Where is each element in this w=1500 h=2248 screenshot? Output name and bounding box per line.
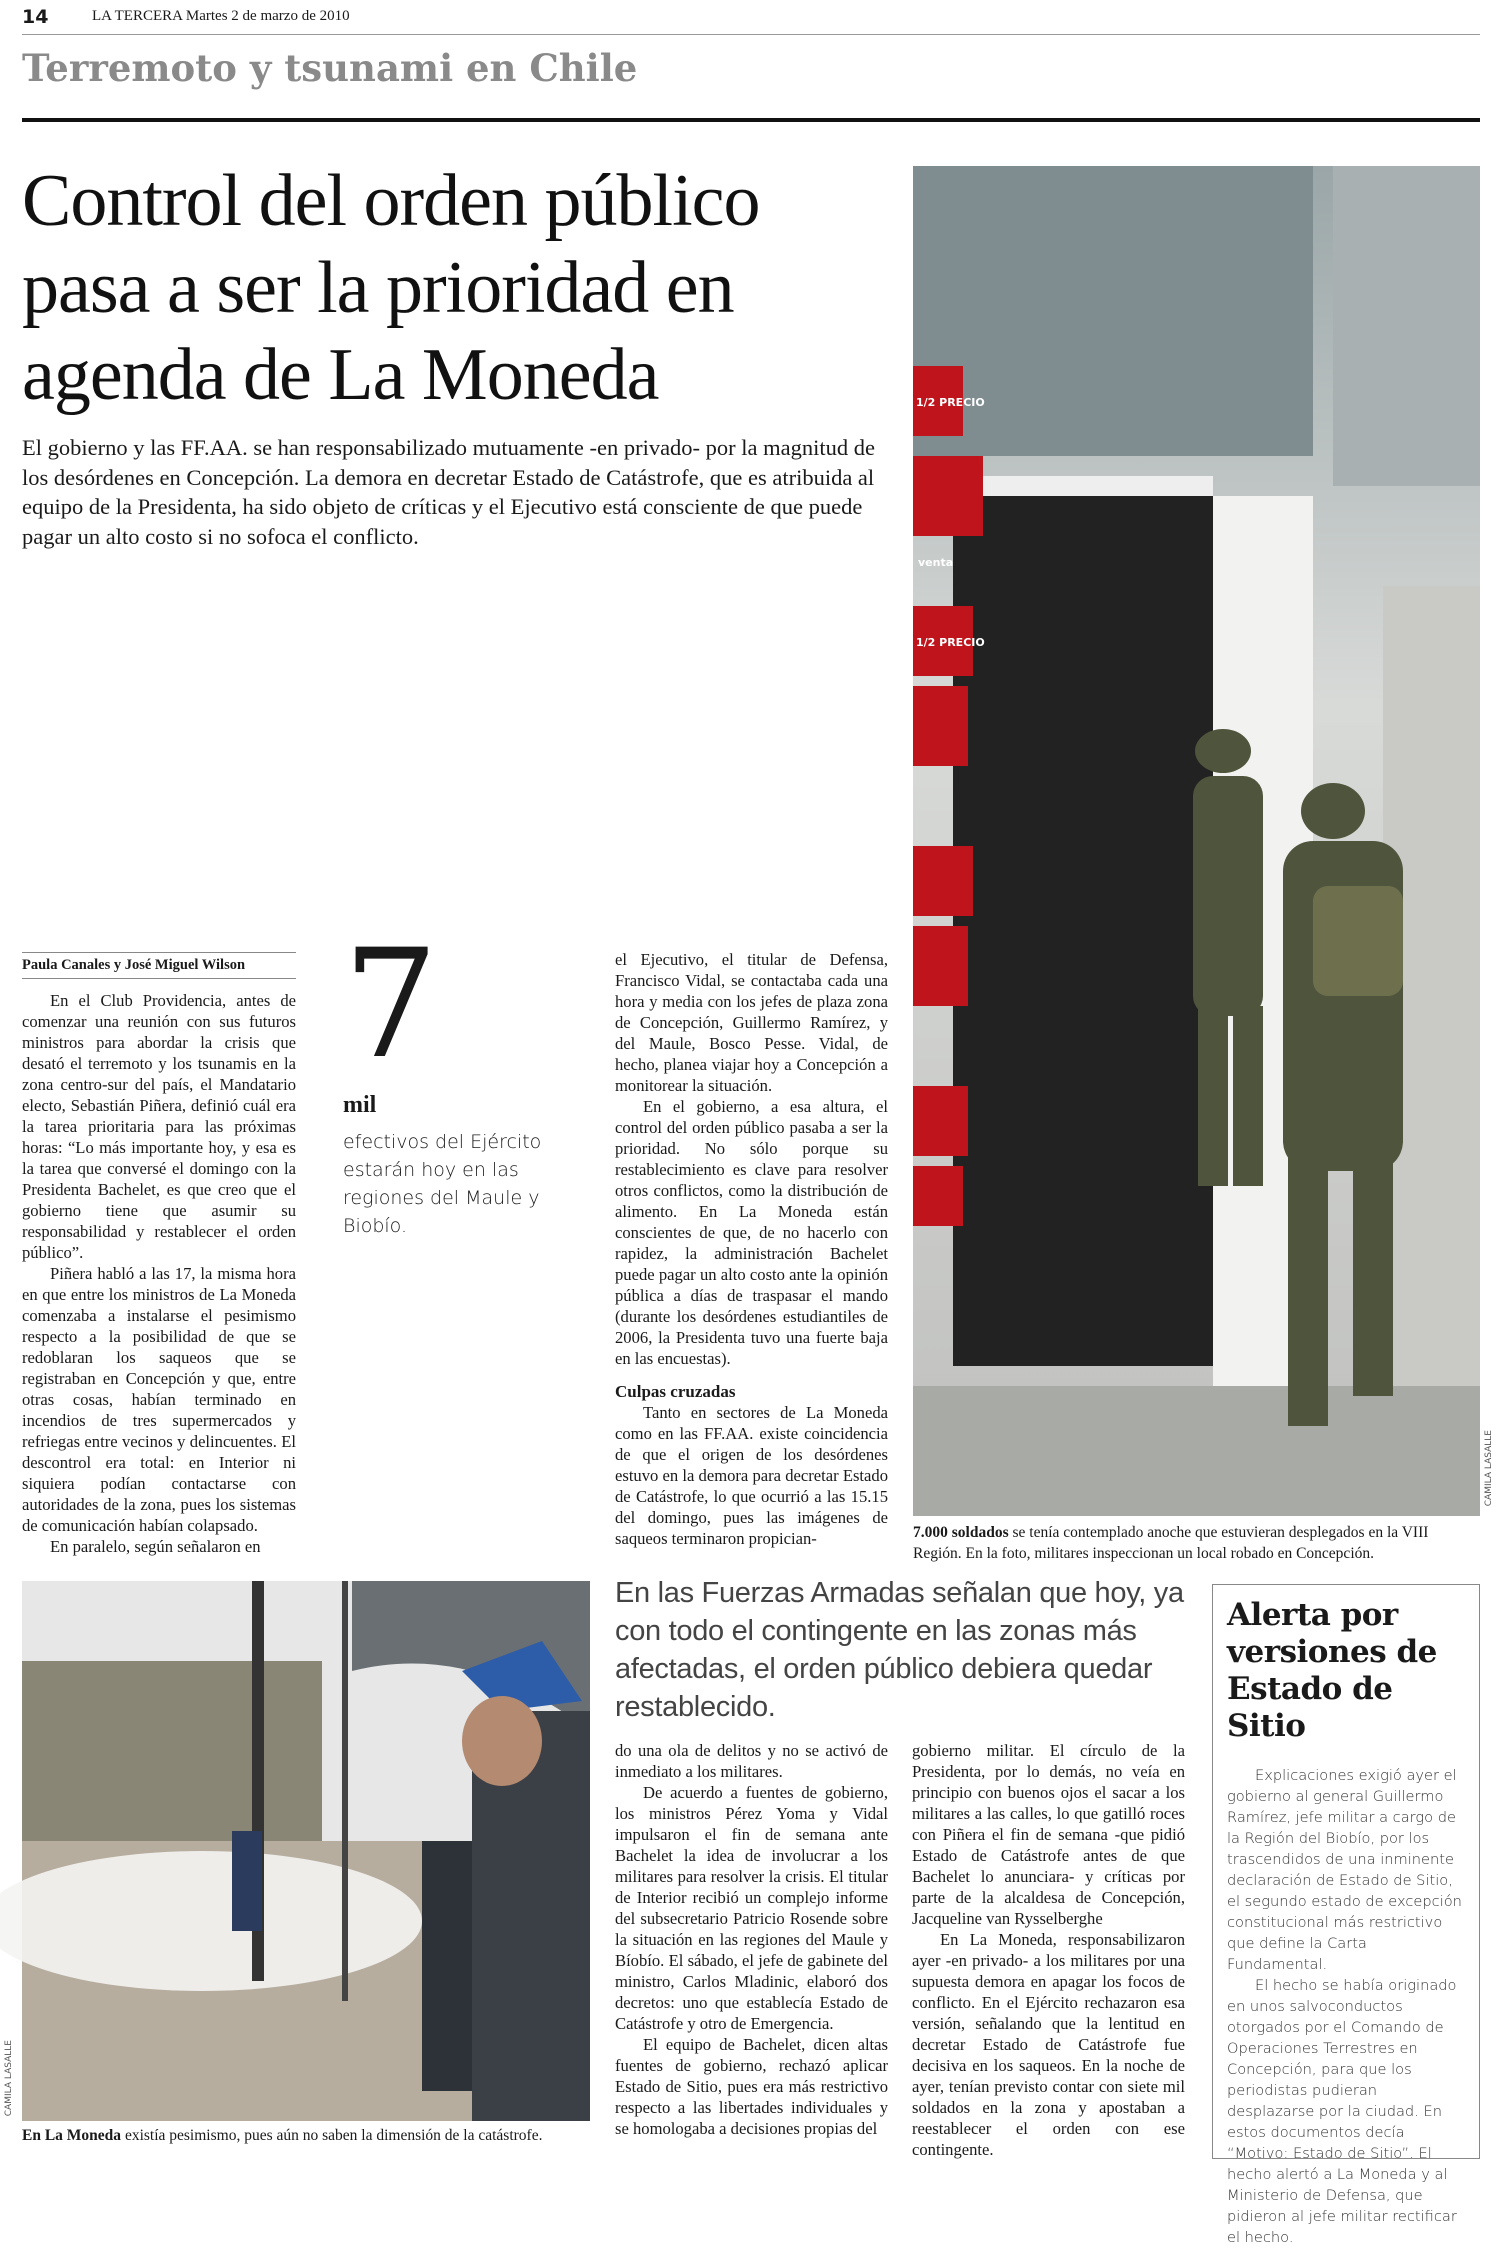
photo-soldiers bbox=[913, 166, 1480, 1516]
paragraph: Tanto en sectores de La Moneda como en las FF.AA. existe coincidencia de que el origen de los desórdenes estuvo en la demora para decretar Estado de Catástrofe, lo que ocurrió a las 15.15 del domingo, pues las imágenes de saqueos terminaron propician- bbox=[615, 1403, 888, 1548]
pull-quote: En las Fuerzas Armadas señalan que hoy, ya con todo el contingente en las zonas más afectadas, el orden público debiera quedar restablecido. bbox=[615, 1577, 1184, 1723]
lower-article bbox=[615, 1574, 1185, 2171]
lower-columns bbox=[615, 1740, 1185, 2171]
caption-lead: En La Moneda bbox=[22, 2127, 122, 2144]
paragraph: el Ejecutivo, el titular de Defensa, Francisco Vidal, se contactaba cada una hora y media con los jefes de plaza zona de Concepción, Guillermo Ramírez, y del Maule, Bosco Pesse. Vidal, de hecho, planea viajar hoy a Concepción a monitorear la situación. bbox=[615, 950, 888, 1095]
sign-text: venta bbox=[918, 556, 954, 569]
headline: Control del orden público pasa a ser la prioridad en agenda de La Moneda bbox=[22, 160, 760, 416]
sidebar-box bbox=[1212, 1584, 1480, 2246]
photo-soldiers-image bbox=[913, 166, 1480, 1516]
paragraph: do una ola de delitos y no se activó de inmediato a los militares. bbox=[615, 1741, 888, 1781]
photo-caption bbox=[913, 1522, 1480, 1564]
publication-date: LA TERCERA Martes 2 de marzo de 2010 bbox=[92, 8, 350, 24]
top-rule bbox=[22, 34, 1480, 35]
caption-text: se tenía contemplado anoche que estuvieran desplegados en la VIII Región. En la foto, militares inspeccionan un local robado en Concepción. bbox=[913, 1524, 1429, 1562]
sign-text: 1/2 PRECIO bbox=[916, 636, 985, 649]
column-1 bbox=[22, 990, 296, 1556]
caption-text: existía pesimismo, pues aún no saben la dimensión de la catástrofe. bbox=[121, 2127, 543, 2144]
subheading: Culpas cruzadas bbox=[615, 1382, 736, 1401]
sign-text: 1/2 PRECIO bbox=[916, 396, 985, 409]
sidebar-body bbox=[1227, 1765, 1465, 2248]
paragraph: En La Moneda, responsabilizaron ayer -en privado- a los militares por una supuesta demora en apagar los focos de conflicto. En el Ejército rechazaron esa versión, señalando que la lentitud en decretar Estado de Catástrofe fue decisiva en los saqueos. En la noche de ayer, tenían previsto contar con siete mil soldados en la zona y apostaban a reestablecer el orden con ese contingente. bbox=[912, 1930, 1185, 2159]
factbox-number: 7 bbox=[343, 918, 439, 1092]
column-a bbox=[615, 1740, 888, 2171]
paragraph: Explicaciones exigió ayer el gobierno al general Guillermo Ramírez, jefe militar a cargo de la Región del Biobío, por los trascendidos de una inminente declaración de Estado de Sitio, el segundo estado de excepción constitucional más restrictivo que define la Carta Fundamental. bbox=[1227, 1767, 1462, 1973]
paragraph: En el Club Providencia, antes de comenzar una reunión con sus futuros ministros para abordar la crisis que desató el terremoto y los tsunamis en la zona centro-sur del país, el Mandatario electo, Sebastián Piñera, definió cuál era la tarea prioritaria para las próximas horas: “Lo más importante hoy, y esa es la tarea que conversé el domingo con la Presidenta Bachelet, es que creo que el gobierno tiene que asumir su responsabilidad y restablecer el orden público”. bbox=[22, 991, 296, 1262]
paragraph: Piñera habló a las 17, la misma hora en que entre los ministros de La Moneda comenzaba a instalarse el pesimismo respecto a la posibilidad de que se redoblaran los saqueos que se registraban en Concepción y que, entre otras cosas, habían terminado en incendios de tres supermercados y refriegas entre vecinos y delincuentes. El descontrol era total: en Interior ni siquiera podían contactarse con autoridades de la zona, pues los sistemas de comunicación habían colapsado. bbox=[22, 1264, 296, 1535]
article-lead bbox=[22, 158, 902, 551]
paragraph: En paralelo, según señalaron en bbox=[50, 1537, 261, 1556]
photo-street-image bbox=[22, 1581, 590, 2121]
byline: Paula Canales y José Miguel Wilson bbox=[22, 952, 296, 979]
column-3 bbox=[615, 949, 888, 1548]
paragraph: El hecho se había originado en unos salvoconductos otorgados por el Comando de Operaciones Terrestres en Concepción, para que los periodistas pudieran desplazarse por la ciudad. En estos documentos decía “Motivo: Estado de Sitio”. El hecho alertó a La Moneda y al Ministerio de Defensa, que pidieron al jefe militar rectificar el hecho. bbox=[1227, 1977, 1457, 2246]
photo-caption bbox=[22, 2126, 612, 2146]
photo-street bbox=[22, 1581, 590, 2121]
caption-lead: 7.000 soldados bbox=[913, 1524, 1009, 1541]
photo-credit: CAMILA LASALLE bbox=[1484, 1430, 1494, 1507]
section-title: Terremoto y tsunami en Chile bbox=[22, 46, 638, 90]
photo-credit: CAMILA LASALLE bbox=[4, 2040, 14, 2117]
page-number: 14 bbox=[22, 6, 49, 28]
factbox-unit: mil bbox=[343, 1092, 377, 1118]
factbox-text: efectivos del Ejército estarán hoy en las regiones del Maule y Biobío. bbox=[343, 1131, 542, 1237]
sidebar-title: Alerta por versiones de Estado de Sitio bbox=[1227, 1597, 1437, 1744]
deck: El gobierno y las FF.AA. se han responsabilizado mutuamente -en privado- por la magnitud de los desórdenes en Concepción. La demora en decretar Estado de Catástrofe, que es atribuida al equipo de la Presidenta, ha sido objeto de críticas y el Ejecutivo está consciente de que puede pagar un alto costo si no sofoca el conflicto. bbox=[22, 435, 876, 549]
section-rule bbox=[22, 118, 1480, 122]
paragraph: El equipo de Bachelet, dicen altas fuentes de gobierno, rechazó aplicar Estado de Sitio, pues era más restrictivo respecto a las libertades individuales y se homologaba a decisiones propias del bbox=[615, 2035, 888, 2138]
paragraph: De acuerdo a fuentes de gobierno, los ministros Pérez Yoma y Vidal impulsaron el fin de semana ante Bachelet la idea de involucrar a los militares para resolver la crisis. El titular de Interior recibió un complejo informe del subsecretario Patricio Rosende sobre la situación en las regiones del Maule y Bíobío. El sábado, el jefe de gabinete del ministro, Carlos Mladinic, elaboró dos decretos: uno que establecía Estado de Catástrofe y otro de Emergencia. bbox=[615, 1783, 888, 2033]
paragraph: En el gobierno, a esa altura, el control del orden público pasaba a ser la prioridad. No sólo porque su restablecimiento es clave para resolver otros conflictos, como la distribución de alimento. En La Moneda están conscientes de que, de no hacerlo con rapidez, la administración Bachelet puede pagar un alto costo ante la opinión pública a días de traspasar el mando (durante los desórdenes estudiantiles de 2006, la Presidenta tuvo una fuerte baja en las encuestas). bbox=[615, 1097, 888, 1368]
paragraph: gobierno militar. El círculo de la Presidenta, por lo demás, no veía en principio con buenos ojos el sacar a los militares a las calles, lo que gatilló roces con Piñera el fin de semana -que pidió Estado de Catástrofe antes de que Bachelet lo anunciara- y críticas por parte de la alcaldesa de Concepción, Jacqueline van Rysselberghe bbox=[912, 1741, 1185, 1928]
column-b bbox=[912, 1740, 1185, 2171]
